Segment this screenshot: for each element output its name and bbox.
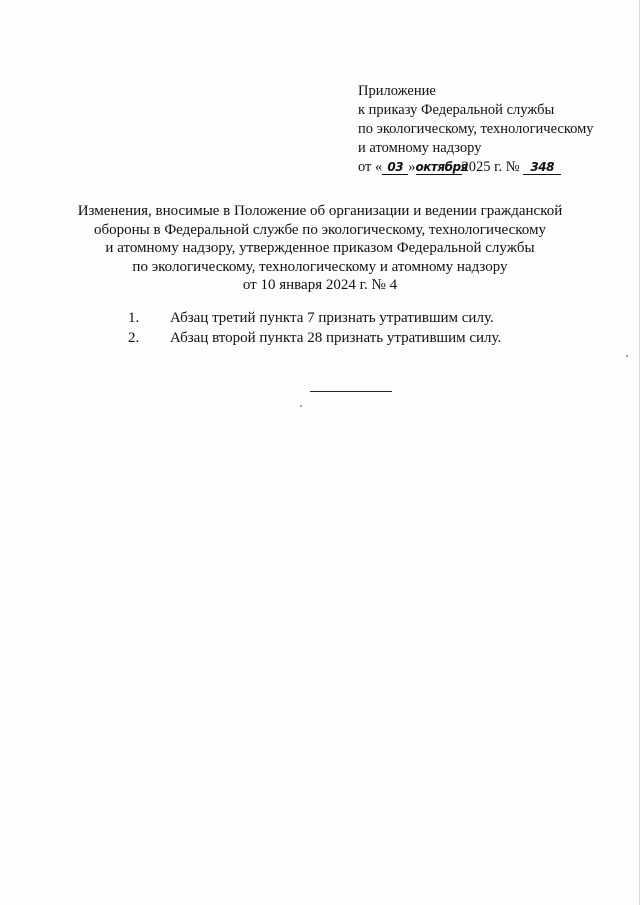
- item-number: 1.: [128, 310, 140, 326]
- scan-speck: [300, 405, 302, 407]
- handwritten-month: октября: [415, 160, 468, 174]
- appendix-block: [358, 82, 630, 177]
- list-item: [128, 308, 608, 328]
- title-line: обороны в Федеральной службе по экологическому, технологическому: [94, 221, 546, 238]
- title-line: от 10 января 2024 г. № 4: [242, 277, 398, 293]
- quote-close: »: [408, 159, 416, 175]
- item-number: 2.: [128, 330, 140, 346]
- document-title: [60, 202, 580, 295]
- handwritten-day: 03: [382, 160, 408, 175]
- title-line: по экологическому, технологическому и атомному надзору: [132, 258, 508, 275]
- list-item: [128, 328, 608, 348]
- appendix-line: Приложение: [358, 83, 436, 99]
- title-line: и атомному надзору, утвержденное приказом Федеральной службы: [105, 240, 535, 256]
- handwritten-order-number: 348: [523, 160, 561, 175]
- appendix-line: по экологическому, технологическому: [358, 121, 594, 137]
- changes-list: [128, 308, 608, 348]
- closing-divider: [310, 391, 392, 392]
- scan-speck: [626, 355, 628, 357]
- order-date-line: [358, 158, 630, 177]
- year-text: 2025 г. №: [461, 159, 520, 175]
- item-text: Абзац второй пункта 28 признать утратившим силу.: [170, 330, 502, 346]
- date-prefix: от «: [358, 159, 383, 175]
- appendix-line: и атомному надзору: [358, 140, 482, 156]
- appendix-line: к приказу Федеральной службы: [358, 102, 555, 118]
- title-line: Изменения, вносимые в Положение об организации и ведении гражданской: [77, 203, 563, 219]
- item-text: Абзац третий пункта 7 признать утратившим силу.: [170, 310, 494, 326]
